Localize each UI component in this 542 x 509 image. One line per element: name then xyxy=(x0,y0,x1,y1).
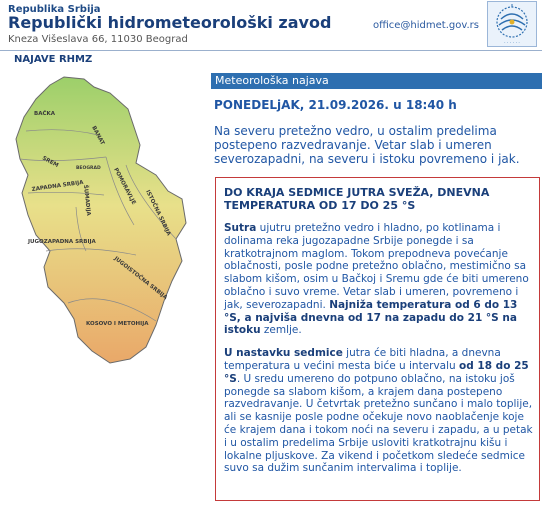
outlook-title: DO KRAJA SEDMICE JUTRA SVEŽA, DNEVNA TEMPERATURA OD 17 DO 25 °S xyxy=(224,186,490,212)
map-label-jugozapadna-srbija: JUGOZAPADNA SRBIJA xyxy=(28,239,96,245)
svg-text:· · · · · ·: · · · · · · xyxy=(504,41,520,46)
map-label-backa: BAČKA xyxy=(34,111,56,117)
tomorrow-text-1: ujutru pretežno vedro i hladno, po kotlinama i dolinama reka jugozapadne Srbije ponegde i sa kratkotrajnom maglom. Tokom prepodneva povećanje oblačnosti, posle podne pretežno oblačno, mestimično sa slabom kišom, osim u Bačkoj i Sremu gde će biti umereno oblačno i suvo vreme. Vetar slab i umeren, povremeno i jak, severozapadni. xyxy=(224,222,529,311)
map-label-pomoravlje: POMORAVLJE xyxy=(112,167,137,206)
header-divider xyxy=(0,50,542,51)
map-label-beograd: BEOGRAD xyxy=(76,166,101,171)
address-text: Kneza Višeslava 66, 11030 Beograd xyxy=(8,34,188,45)
serbia-regions-map xyxy=(6,75,202,365)
email-link[interactable]: office@hidmet.gov.rs xyxy=(373,20,480,31)
tomorrow-paragraph xyxy=(224,222,533,337)
week-temperature: od 18 do 25 °S xyxy=(224,359,529,385)
forecast-panel-title: Meteorološka najava xyxy=(211,73,542,89)
map-label-banat: BANAT xyxy=(90,125,106,147)
map-label-kosovo-i-metohija: KOSOVO I METOHIJA xyxy=(86,321,149,327)
tomorrow-temperature: Najniža temperatura od 6 do 13 °S, a najviša dnevna od 17 na zapadu do 21 °S na istoku xyxy=(224,298,518,337)
outlook-box xyxy=(215,177,540,501)
forecast-summary: Na severu pretežno vedro, u ostalim predelima postepeno razvedravanje. Vetar slab i umeren severozapadni, na severu i istoku povremeno i jak. xyxy=(214,124,520,166)
week-text-2: . U sredu umereno do potpuno oblačno, na istoku još ponegde sa slabom kišom, a krajem dana postepeno razvedravanje. U četvrtak pretežno sunčano i malo toplije, ali se kasnije posle podne očekuje novo naoblačenje koje će krajem dana i tokom noći na severu i zapadu, a u petak i u ostalim predelima Srbije usloviti kratkotrajnu kišu i lokalne pljuskove. Za vikend i početkom sledeće sedmice suvo sa dužim sunčanim intervalima i toplije. xyxy=(224,372,533,475)
map-label-sumadija: ŠUMADIJA xyxy=(82,184,92,217)
country-label: Republika Srbija xyxy=(8,4,101,15)
week-paragraph xyxy=(224,347,533,475)
nav-title[interactable]: NAJAVE RHMZ xyxy=(14,54,93,65)
site-header xyxy=(0,0,542,50)
rhmz-logo[interactable] xyxy=(487,1,537,47)
map-label-zapadna-srbija: ZAPADNA SRBIJA xyxy=(31,179,84,193)
map-label-jugoistocna-srbija: JUGOISTOČNA SRBIJA xyxy=(112,255,169,302)
week-text-1: jutra će biti hladna, a dnevna temperatura u većini mesta biće u intervalu xyxy=(224,347,501,372)
map-label-srem: SREM xyxy=(41,155,60,169)
tomorrow-text-2: zemlje. xyxy=(260,324,302,337)
map-label-istocna-srbija: ISTOČNA SRBIJA xyxy=(144,189,172,237)
forecast-datetime: PONEDELjAK, 21.09.2026. u 18:40 h xyxy=(214,98,457,112)
tomorrow-lead: Sutra xyxy=(224,222,257,234)
week-lead: U nastavku sedmice xyxy=(224,347,343,360)
institution-title[interactable]: Republički hidrometeorološki zavod xyxy=(8,13,332,32)
